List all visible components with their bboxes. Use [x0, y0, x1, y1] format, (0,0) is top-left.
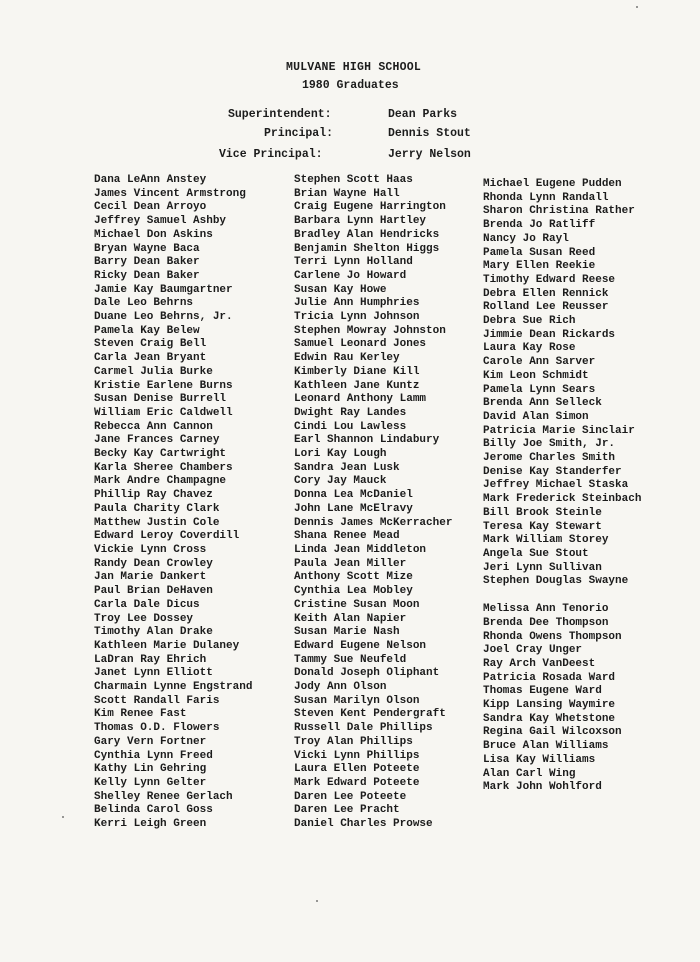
graduates-column-2 [294, 174, 452, 832]
graduate-name: Patricia Marie Sinclair [483, 424, 635, 437]
graduate-name: Gary Vern Fortner [94, 735, 207, 748]
graduate-name: Teresa Kay Stewart [483, 520, 602, 533]
graduate-name: Julie Ann Humphries [294, 297, 420, 310]
graduate-name: Pamela Kay Belew [94, 324, 200, 337]
graduate-name: Leonard Anthony Lamm [294, 393, 427, 406]
page-title: MULVANE HIGH SCHOOL [286, 61, 421, 74]
graduate-name: Melissa Ann Tenorio [483, 603, 609, 616]
graduate-name: Cristine Susan Moon [294, 598, 420, 611]
graduate-name: Vicki Lynn Phillips [294, 749, 420, 762]
graduate-name: Stephen Douglas Swayne [483, 575, 629, 588]
graduate-name: Lori Kay Lough [294, 448, 387, 461]
graduate-name: Shana Renee Mead [294, 530, 400, 543]
graduate-name: Karla Sheree Chambers [94, 461, 233, 474]
graduate-name: Troy Lee Dossey [94, 612, 194, 625]
graduate-name: Edward Eugene Nelson [294, 639, 427, 652]
graduate-name: Samuel Leonard Jones [294, 338, 427, 351]
graduate-name: Sandra Jean Lusk [294, 461, 400, 474]
graduate-name: Linda Jean Middleton [294, 543, 427, 556]
superintendent-name: Dean Parks [388, 108, 458, 121]
graduate-name: Ray Arch VanDeest [483, 657, 596, 670]
graduate-name: Susan Kay Howe [294, 283, 387, 296]
graduate-name: John Lane McElravy [294, 502, 413, 515]
graduate-name: Thomas O.D. Flowers [94, 722, 220, 735]
graduate-name: Kathleen Jane Kuntz [294, 379, 420, 392]
graduate-name: Susan Denise Burrell [94, 393, 227, 406]
graduate-name: Dana LeAnn Anstey [94, 174, 207, 186]
graduate-name: LaDran Ray Ehrich [94, 653, 207, 666]
graduate-name: Edward Leroy Coverdill [94, 530, 240, 543]
graduate-name: Jan Marie Dankert [94, 571, 207, 584]
graduate-name: Duane Leo Behrns, Jr. [94, 311, 233, 324]
graduate-name: Stephen Scott Haas [294, 174, 413, 186]
graduate-name: Kelly Lynn Gelter [94, 776, 207, 789]
graduate-name: Carla Jean Bryant [94, 352, 207, 365]
graduate-name: Keith Alan Napier [294, 612, 407, 625]
graduate-name: Jeffrey Michael Staska [483, 479, 629, 492]
graduate-name: Carole Ann Sarver [483, 356, 596, 369]
graduate-name: Anthony Scott Mize [294, 571, 413, 584]
graduate-name: Alan Carl Wing [483, 767, 576, 780]
graduate-name: Kristie Earlene Burns [94, 379, 233, 392]
graduate-name: Belinda Carol Goss [94, 804, 213, 817]
graduate-name: Sandra Kay Whetstone [483, 712, 616, 725]
graduate-name: Cynthia Lea Mobley [294, 585, 413, 598]
graduate-name: Kim Renee Fast [94, 708, 187, 721]
graduate-name: Mark Frederick Steinbach [483, 493, 642, 506]
graduate-name: Jimmie Dean Rickards [483, 328, 616, 341]
graduate-name: Troy Alan Phillips [294, 735, 413, 748]
graduate-name: Rhonda Owens Thompson [483, 630, 622, 643]
graduate-name: Michael Eugene Pudden [483, 178, 622, 190]
graduate-name: Jeri Lynn Sullivan [483, 561, 602, 574]
scan-speck [62, 816, 64, 818]
graduate-name: Vickie Lynn Cross [94, 543, 207, 556]
graduate-name: Brian Wayne Hall [294, 187, 400, 200]
graduate-name: Rebecca Ann Cannon [94, 420, 213, 433]
graduate-name: Timothy Alan Drake [94, 626, 213, 639]
graduate-name: Jane Frances Carney [94, 434, 220, 447]
graduate-name: David Alan Simon [483, 410, 589, 423]
graduate-name: Bruce Alan Williams [483, 740, 609, 753]
graduate-name: Pamela Susan Reed [483, 246, 596, 259]
graduate-name: William Eric Caldwell [94, 406, 233, 419]
graduate-name: Debra Ellen Rennick [483, 287, 609, 300]
scan-speck [636, 6, 638, 8]
graduate-name: Kerri Leigh Green [94, 818, 207, 831]
graduate-name: Patricia Rosada Ward [483, 671, 616, 684]
graduate-name: Bryan Wayne Baca [94, 242, 200, 255]
graduate-name: Donald Joseph Oliphant [294, 667, 440, 680]
graduate-name: Randy Dean Crowley [94, 557, 213, 570]
graduate-name: Cecil Dean Arroyo [94, 201, 207, 214]
graduate-name: Daniel Charles Prowse [294, 818, 433, 831]
graduate-name: Mary Ellen Reekie [483, 260, 596, 273]
graduate-name: Michael Don Askins [94, 228, 213, 241]
graduate-name: Mark William Storey [483, 534, 609, 547]
graduate-name: Laura Ellen Poteete [294, 763, 420, 776]
superintendent-role: Superintendent: [228, 108, 332, 121]
graduate-name: Jerome Charles Smith [483, 452, 616, 465]
graduate-name: Susan Marilyn Olson [294, 694, 420, 707]
graduate-name: Ricky Dean Baker [94, 269, 200, 282]
graduate-name: Jody Ann Olson [294, 681, 387, 694]
graduate-name: Carla Dale Dicus [94, 598, 200, 611]
graduate-name: Carlene Jo Howard [294, 269, 407, 282]
graduate-name: Charmain Lynne Engstrand [94, 681, 253, 694]
scan-speck [316, 900, 318, 902]
graduate-name: Denise Kay Standerfer [483, 465, 622, 478]
graduate-name: Mark Andre Champagne [94, 475, 227, 488]
graduate-name: Kim Leon Schmidt [483, 369, 589, 382]
graduate-name: Joel Cray Unger [483, 644, 583, 657]
graduate-name: Russell Dale Phillips [294, 722, 433, 735]
graduate-name: Mark Edward Poteete [294, 776, 420, 789]
graduate-name: Paula Jean Miller [294, 557, 407, 570]
graduate-name: Edwin Rau Kerley [294, 352, 400, 365]
graduate-name: Rolland Lee Reusser [483, 301, 609, 314]
graduate-name: Nancy Jo Rayl [483, 232, 569, 245]
graduate-name: Cynthia Lynn Freed [94, 749, 213, 762]
graduate-name: Tricia Lynn Johnson [294, 311, 420, 324]
graduate-name: Barry Dean Baker [94, 256, 200, 269]
graduate-name: Kimberly Diane Kill [294, 365, 420, 378]
graduate-name: Barbara Lynn Hartley [294, 215, 427, 228]
graduate-name: Dwight Ray Landes [294, 406, 407, 419]
graduate-name: Kathy Lin Gehring [94, 763, 207, 776]
graduates-column-3 [483, 178, 641, 795]
principal-name: Dennis Stout [388, 127, 471, 140]
graduates-column-1 [94, 174, 252, 832]
graduate-name: Brenda Ann Selleck [483, 397, 602, 410]
graduate-name: Donna Lea McDaniel [294, 489, 413, 502]
graduate-name: Matthew Justin Cole [94, 516, 220, 529]
graduate-name: Jamie Kay Baumgartner [94, 283, 233, 296]
graduate-name: Brenda Dee Thompson [483, 616, 609, 629]
graduate-name: Dennis James McKerracher [294, 516, 453, 529]
graduate-name: Steven Kent Pendergraft [294, 708, 446, 721]
graduate-name: Bradley Alan Hendricks [294, 228, 440, 241]
graduate-name: Benjamin Shelton Higgs [294, 242, 440, 255]
graduate-name: Rhonda Lynn Randall [483, 191, 609, 204]
graduate-name: Tammy Sue Neufeld [294, 653, 407, 666]
vice-principal-name: Jerry Nelson [388, 148, 471, 161]
graduate-name: Thomas Eugene Ward [483, 685, 602, 698]
graduate-name: Bill Brook Steinle [483, 506, 602, 519]
graduate-name: Paul Brian DeHaven [94, 585, 213, 598]
page-subtitle: 1980 Graduates [302, 79, 399, 92]
graduate-name: Mark John Wohlford [483, 781, 602, 794]
graduate-name: Kipp Lansing Waymire [483, 699, 616, 712]
graduate-name: Pamela Lynn Sears [483, 383, 596, 396]
graduate-name: Carmel Julia Burke [94, 365, 213, 378]
graduate-name: Steven Craig Bell [94, 338, 207, 351]
graduate-name: Angela Sue Stout [483, 547, 589, 560]
graduate-name: Lisa Kay Williams [483, 753, 596, 766]
graduate-name: Dale Leo Behrns [94, 297, 194, 310]
graduate-name: Daren Lee Pracht [294, 804, 400, 817]
graduate-name: Laura Kay Rose [483, 342, 576, 355]
graduate-name: Regina Gail Wilcoxson [483, 726, 622, 739]
graduate-name: Shelley Renee Gerlach [94, 790, 233, 803]
graduate-name: Scott Randall Faris [94, 694, 220, 707]
graduate-name: Daren Lee Poteete [294, 790, 407, 803]
graduate-name: Billy Joe Smith, Jr. [483, 438, 616, 451]
graduate-name: Timothy Edward Reese [483, 273, 616, 286]
graduate-name: Susan Marie Nash [294, 626, 400, 639]
graduate-name: Debra Sue Rich [483, 315, 576, 328]
graduate-name: Janet Lynn Elliott [94, 667, 213, 680]
graduate-name: Sharon Christina Rather [483, 205, 635, 218]
graduate-name: Cory Jay Mauck [294, 475, 387, 488]
principal-role: Principal: [264, 127, 334, 140]
graduate-name: Paula Charity Clark [94, 502, 220, 515]
graduate-name: Cindi Lou Lawless [294, 420, 407, 433]
vice-principal-role: Vice Principal: [219, 148, 323, 161]
graduate-name: Kathleen Marie Dulaney [94, 639, 240, 652]
graduate-name: Craig Eugene Harrington [294, 201, 446, 214]
graduate-name: James Vincent Armstrong [94, 187, 246, 200]
graduate-name: Phillip Ray Chavez [94, 489, 213, 502]
graduate-name: Brenda Jo Ratliff [483, 219, 596, 232]
graduate-name: Becky Kay Cartwright [94, 448, 227, 461]
graduate-name: Jeffrey Samuel Ashby [94, 215, 227, 228]
graduate-name: Earl Shannon Lindabury [294, 434, 440, 447]
graduate-name: Stephen Mowray Johnston [294, 324, 446, 337]
graduate-name: Terri Lynn Holland [294, 256, 413, 269]
